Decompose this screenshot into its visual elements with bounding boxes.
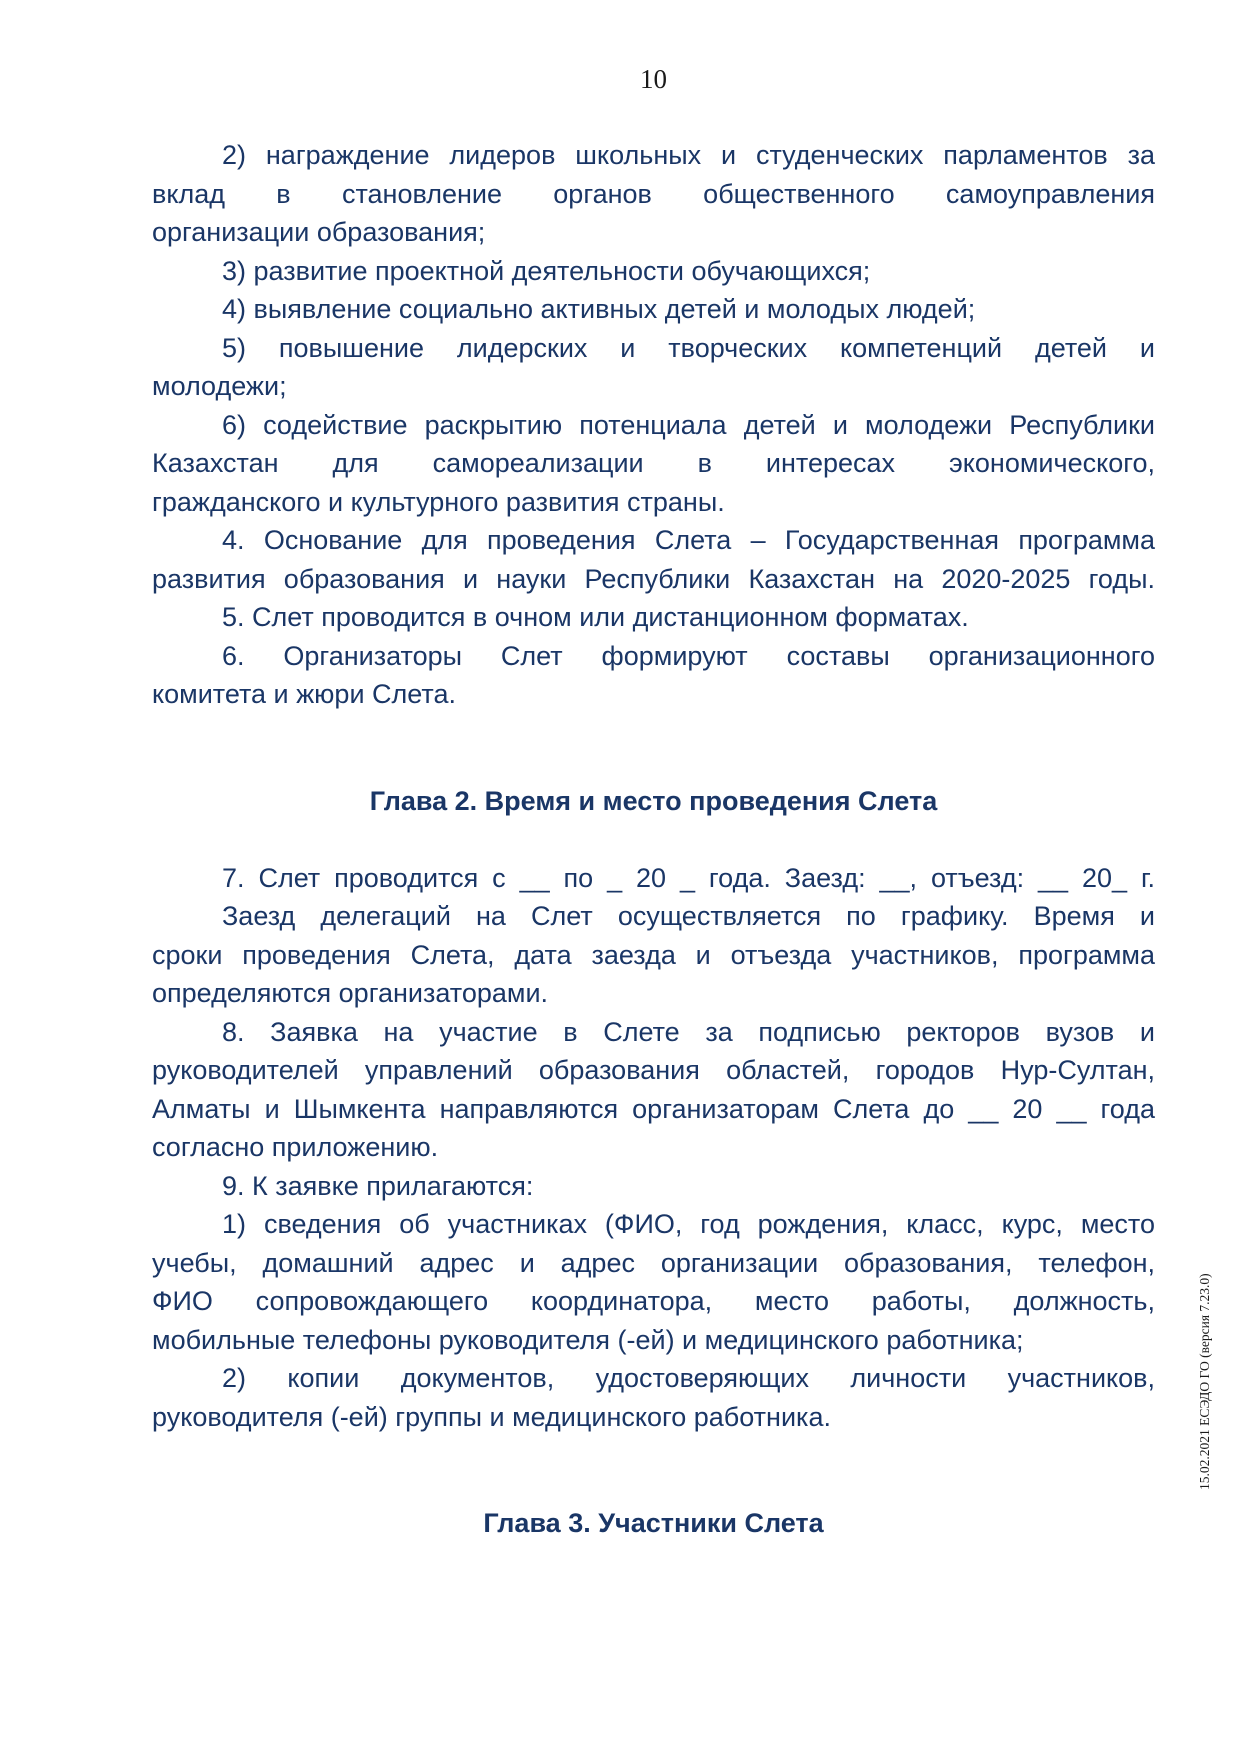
paragraph-line: 9. К заявке прилагаются: [222,1170,534,1201]
chapter-heading: Глава 2. Время и место проведения Слета [369,785,938,816]
paragraph [152,1167,1155,1206]
paragraph-line: развития образования и науки Республики Казахстан на 2020-2025 годы. [152,563,1155,594]
paragraph-line: ФИО сопровождающего координатора, место работы, должность, [152,1286,1155,1316]
paragraph-line: молодежи; [152,371,287,401]
paragraph-line: 2) награждение лидеров школьных и студенческих парламентов за [222,140,1155,170]
paragraph [152,1013,1155,1167]
paragraph [152,329,1155,406]
chapter-heading: Глава 3. Участники Слета [483,1508,824,1538]
paragraph-line: 2) копии документов, удостоверяющих личности участников, [222,1363,1155,1393]
paragraph-line: согласно приложению. [152,1132,439,1162]
paragraph-line: комитета и жюри Слета. [152,679,456,709]
paragraph [152,252,1155,291]
paragraph [152,521,1155,598]
paragraph-line: 6) содействие раскрытию потенциала детей и молодежи Республики [222,409,1155,440]
paragraph-line: 5. Слет проводится в очном или дистанционном форматах. [222,602,969,632]
paragraph [152,859,1155,898]
paragraph [152,897,1155,1013]
paragraph-line: 8. Заявка на участие в Слете за подписью ректоров вузов и [222,1016,1155,1047]
paragraph-line: 4) выявление социально активных детей и молодых людей; [222,294,976,324]
paragraph-line: мобильные телефоны руководителя (-ей) и медицинского работника; [152,1324,1024,1355]
paragraph-line: Заезд делегаций на Слет осуществляется по графику. Время и [222,901,1155,931]
paragraph-line: сроки проведения Слета, дата заезда и отъезда участников, программа [152,939,1155,970]
paragraph-line: руководителей управлений образования областей, городов Нур-Султан, [152,1055,1155,1085]
paragraph-line: 5) повышение лидерских и творческих компетенций детей и [222,332,1155,363]
paragraph-line: определяются организаторами. [152,978,549,1008]
paragraph-line: 6. Организаторы Слет формируют составы организационного [222,640,1155,671]
paragraph-line: 7. Слет проводится с __ по _ 20 _ года. Заезд: __, отъезд: __ 20_ г. [222,862,1155,893]
paragraph [152,136,1155,252]
paragraph-line: 1) сведения об участниках (ФИО, год рождения, класс, курс, место [222,1209,1155,1239]
paragraph [152,1359,1155,1436]
paragraph [152,290,1155,329]
paragraph [152,406,1155,522]
paragraph-line: Алматы и Шымкента направляются организаторам Слета до __ 20 __ года [152,1093,1155,1124]
paragraph [152,1205,1155,1359]
paragraph-line: учебы, домашний адрес и адрес организации образования, телефон, [152,1247,1155,1278]
paragraph-line: руководителя (-ей) группы и медицинского работника. [152,1401,831,1432]
edocument-version-stamp: 15.02.2021 ЕСЭДО ГО (версия 7.23.0) [1197,1273,1212,1490]
paragraph-line: 4. Основание для проведения Слета – Государственная программа [222,525,1155,555]
paragraph-line: Казахстан для самореализации в интересах экономического, [152,448,1155,478]
paragraph [152,637,1155,714]
page-number: 10 [640,64,667,94]
paragraph-line: организации образования; [152,217,486,247]
paragraph [152,598,1155,637]
paragraph-line: 3) развитие проектной деятельности обучающихся; [222,255,871,286]
paragraph-line: гражданского и культурного развития страны. [152,486,725,517]
document-body [152,136,1155,1581]
paragraph-line: вклад в становление органов общественного самоуправления [152,178,1155,209]
